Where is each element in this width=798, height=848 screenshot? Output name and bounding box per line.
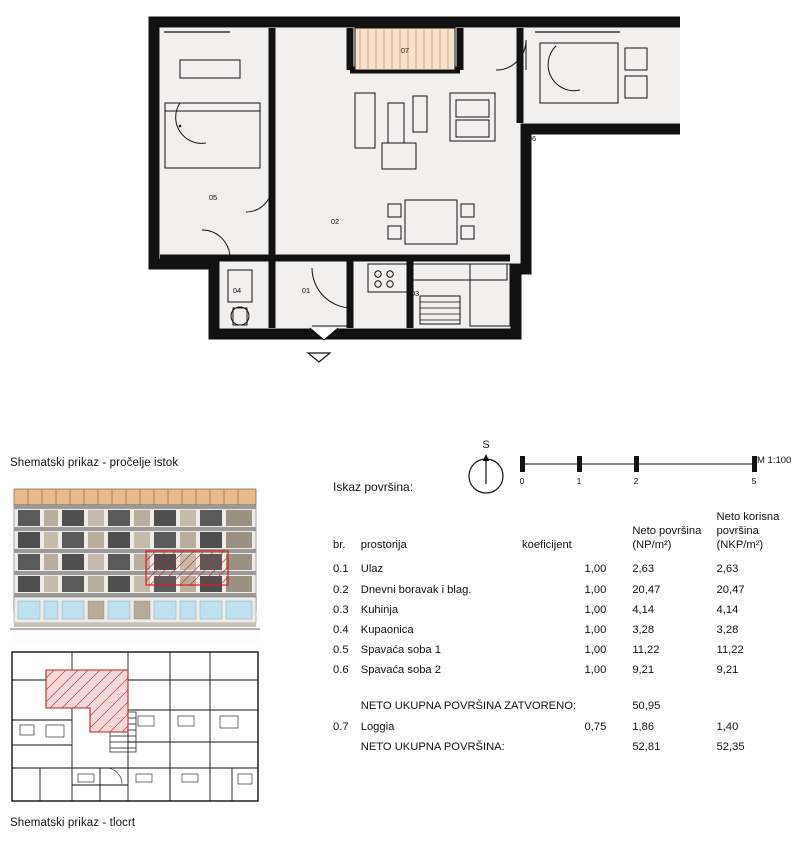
scale-tick-1: 1 — [576, 476, 582, 486]
row-br: 0.4 — [333, 624, 349, 637]
row-koeficijent: 1,00 — [584, 603, 607, 616]
row-nkp: 9,21 — [716, 664, 739, 677]
row-nkp: 2,63 — [716, 563, 739, 576]
total-nkp: 52,35 — [716, 740, 745, 753]
row-nkp: 1,40 — [716, 720, 739, 733]
row-np: 1,86 — [632, 720, 655, 733]
facade-caption: Shematski prikaz - pročelje istok — [10, 457, 179, 469]
room-label-07: 07 — [400, 46, 410, 55]
total-np: 52,81 — [632, 740, 661, 753]
row-np: 3,28 — [632, 624, 655, 637]
row-nkp: 3,28 — [716, 624, 739, 637]
row-room: Ulaz — [360, 563, 384, 576]
site-plan-caption: Shematski prikaz - tlocrt — [10, 817, 136, 829]
row-koeficijent: 0,75 — [584, 720, 607, 733]
subtotal-np: 50,95 — [632, 700, 661, 713]
area-schedule-title: Iskaz površina: — [333, 480, 414, 494]
header-np-line2: (NP/m²) — [632, 539, 672, 551]
row-koeficijent: 1,00 — [584, 583, 607, 596]
table-row — [333, 641, 788, 661]
scale-tick-2: 2 — [633, 476, 639, 486]
row-room: Spavaća soba 1 — [360, 644, 441, 657]
north-label: S — [482, 439, 490, 451]
room-label-05: 05 — [208, 193, 218, 202]
scale-tick-0: 0 — [519, 476, 525, 486]
row-koeficijent: 1,00 — [584, 644, 607, 657]
row-room: Kuhinja — [360, 603, 399, 616]
table-row — [333, 560, 788, 580]
room-label-04: 04 — [232, 286, 242, 295]
row-br: 0.2 — [333, 583, 349, 596]
header-np-line1: Neto površina — [632, 525, 702, 537]
header-neto-povrsina — [632, 510, 716, 560]
room-label-01: 01 — [301, 286, 311, 295]
row-room: Loggia — [360, 720, 395, 733]
row-br: 0.3 — [333, 603, 349, 616]
room-label-03: 03 — [410, 289, 420, 298]
row-koeficijent: 1,00 — [584, 664, 607, 677]
header-neto-korisna-povrsina — [717, 510, 788, 560]
table-row — [333, 661, 788, 681]
floor-plan-drawing — [120, 8, 680, 368]
table-row — [333, 717, 788, 737]
building-key-plan — [10, 650, 260, 803]
row-nkp: 11,22 — [716, 644, 744, 657]
area-schedule — [333, 480, 788, 758]
table-row — [333, 580, 788, 600]
row-room: Kupaonica — [360, 624, 414, 637]
row-nkp: 20,47 — [716, 583, 745, 596]
row-br: 0.5 — [333, 644, 349, 657]
header-nkp-line2: površina — [716, 525, 759, 537]
row-np: 4,14 — [632, 603, 655, 616]
subtotal-label: NETO UKUPNA POVRŠINA ZATVORENO: — [360, 700, 577, 713]
scale-ratio-label: M 1:100 — [757, 455, 792, 466]
room-label-02: 02 — [330, 217, 340, 226]
row-br: 0.1 — [333, 563, 349, 576]
header-room: prostorija — [360, 539, 407, 551]
table-row — [333, 600, 788, 620]
header-koeficijent: koeficijent — [522, 539, 572, 551]
entrance-marker — [308, 353, 330, 362]
table-row — [333, 621, 788, 641]
facade-schematic — [10, 487, 260, 642]
header-br: br. — [333, 539, 346, 551]
area-table — [333, 510, 788, 758]
row-br: 0.6 — [333, 664, 349, 677]
row-koeficijent: 1,00 — [584, 624, 607, 637]
subtotal-row — [333, 697, 788, 717]
row-np: 11,22 — [632, 644, 660, 657]
row-np: 2,63 — [632, 563, 655, 576]
room-label-06: 06 — [527, 134, 537, 143]
row-room: Dnevni boravak i blag. — [360, 583, 472, 596]
row-np: 9,21 — [632, 664, 655, 677]
row-np: 20,47 — [632, 583, 661, 596]
header-nkp-line3: (NKP/m²) — [716, 539, 764, 551]
header-nkp-line1: Neto korisna — [716, 511, 780, 523]
table-header-row — [333, 510, 788, 560]
row-nkp: 4,14 — [716, 603, 739, 616]
row-br: 0.7 — [333, 720, 349, 733]
total-row — [333, 738, 788, 758]
row-room: Spavaća soba 2 — [360, 664, 441, 677]
total-label: NETO UKUPNA POVRŠINA: — [360, 740, 505, 753]
scale-tick-5: 5 — [751, 476, 757, 486]
row-koeficijent: 1,00 — [584, 563, 607, 576]
